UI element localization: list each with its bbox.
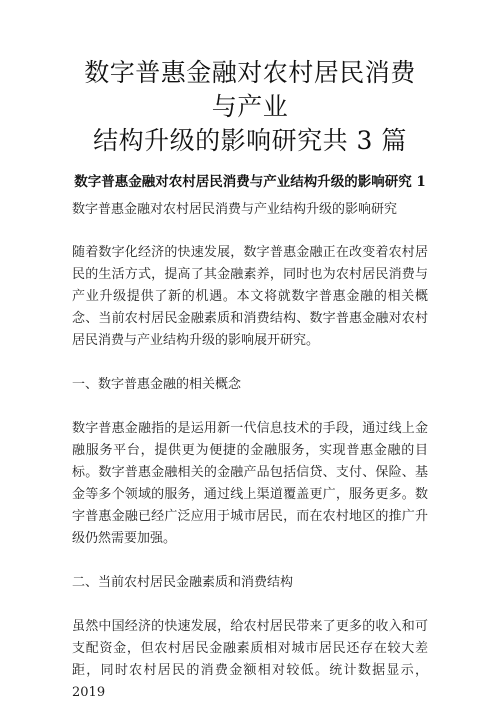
document-title — [72, 56, 428, 158]
document-title-line-2: 结构升级的影响研究共 3 篇 — [93, 126, 407, 155]
section-title: 数字普惠金融对农村居民消费与产业结构升级的影响研究 1 — [74, 174, 426, 190]
document-title-line-1: 数字普惠金融对农村居民消费与产业 — [84, 58, 416, 121]
heading-section-1: 一、数字普惠金融的相关概念 — [72, 377, 242, 392]
paragraph-concept: 数字普惠金融指的是运用新一代信息技术的手段，通过线上金融服务平台，提供更为便捷的金融服务，实现普惠金融的目标。数字普惠金融相关的金融产品包括信贷、支付、保险、基金等多个领域的服务，通过线上渠道覆盖更广，服务更多。数字普惠金融已经广泛应用于城市居民，而在农村地区的推广升级仍然需要加强。 — [72, 421, 428, 546]
paragraph-status: 虽然中国经济的快速发展，给农村居民带来了更多的收入和可支配资金，但农村居民金融素质相对城市居民还存在较大差距，同时农村居民的消费金额相对较低。统计数据显示，2019 — [72, 619, 428, 700]
article-subtitle: 数字普惠金融对农村居民消费与产业结构升级的影响研究 — [72, 202, 398, 217]
heading-section-2: 二、当前农村居民金融素质和消费结构 — [72, 575, 294, 590]
paragraph-intro: 随着数字化经济的快速发展，数字普惠金融正在改变着农村居民的生活方式，提高了其金融素养，同时也为农村居民消费与产业升级提供了新的机遇。本文将就数字普惠金融的相关概念、当前农村居民金融素质和消费结构、数字普惠金融对农村居民消费与产业结构升级的影响展开研究。 — [72, 245, 428, 348]
